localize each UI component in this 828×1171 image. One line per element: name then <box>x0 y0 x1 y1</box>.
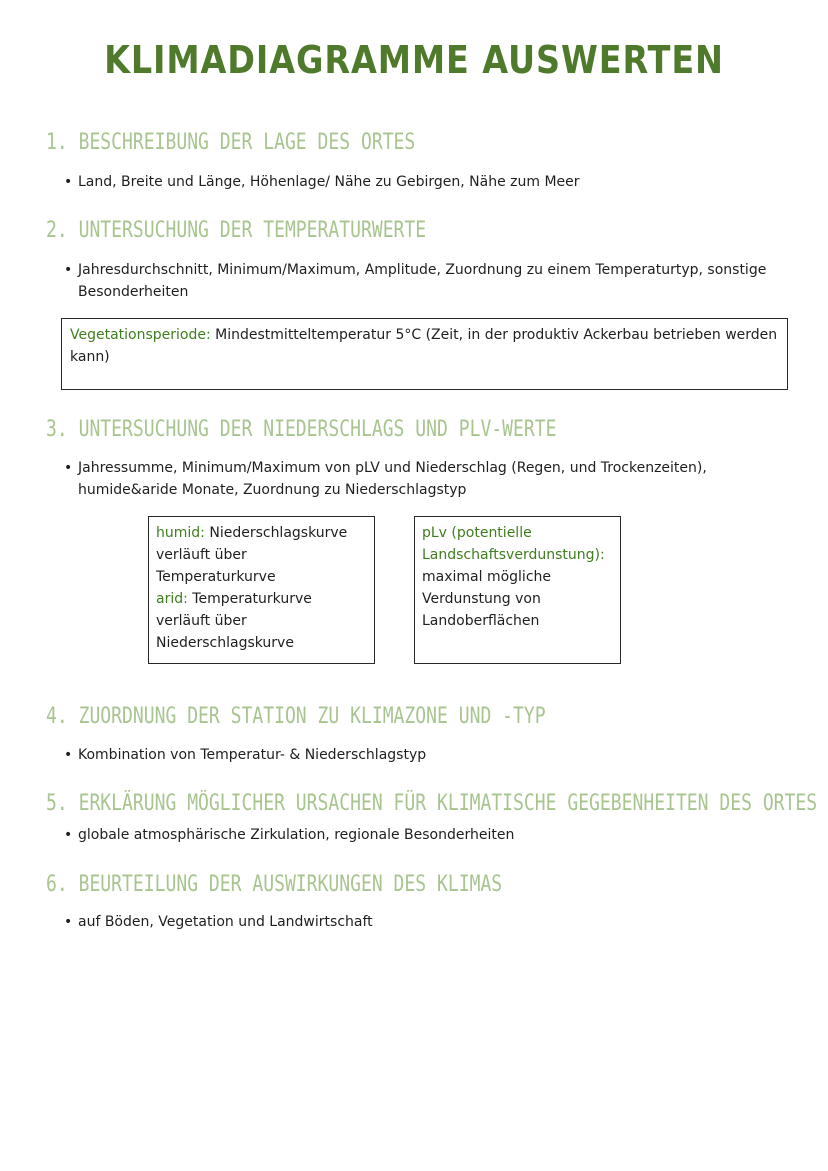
section-6-bullet <box>64 911 784 933</box>
arid-text: Temperaturkurve verläuft über Niederschlagskurve <box>156 591 312 651</box>
section-5-heading: 5. ERKLÄRUNG MÖGLICHER URSACHEN FÜR KLIMATISCHE GEGEBENHEITEN DES ORTES <box>46 791 818 816</box>
bullet-dot: • <box>64 914 73 930</box>
vegetation-period-box <box>61 318 788 390</box>
box-text: Mindestmitteltemperatur 5°C (Zeit, in der produktiv Ackerbau betrieben werden kann) <box>70 327 778 365</box>
section-2-bullet <box>64 259 784 303</box>
bullet-text: auf Böden, Vegetation und Landwirtschaft <box>78 914 373 930</box>
section-1-heading: 1. BESCHREIBUNG DER LAGE DES ORTES <box>46 130 416 155</box>
section-2-heading: 2. UNTERSUCHUNG DER TEMPERATURWERTE <box>46 218 427 243</box>
bullet-text: Jahressumme, Minimum/Maximum von pLV und Niederschlag (Regen, und Trockenzeiten), humide&aride Monate, Zuordnung zu Niederschlagstyp <box>78 460 707 498</box>
section-3-heading: 3. UNTERSUCHUNG DER NIEDERSCHLAGS UND PLV-WERTE <box>46 417 557 442</box>
section-6-heading: 6. BEURTEILUNG DER AUSWIRKUNGEN DES KLIMAS <box>46 872 503 897</box>
bullet-dot: • <box>64 827 73 843</box>
plv-box <box>414 516 621 664</box>
section-4-heading: 4. ZUORDNUNG DER STATION ZU KLIMAZONE UND -TYP <box>46 704 546 729</box>
bullet-text: globale atmosphärische Zirkulation, regionale Besonderheiten <box>78 827 515 843</box>
section-3-bullet <box>64 457 784 501</box>
humid-text: Niederschlagskurve verläuft über Temperaturkurve <box>156 525 348 585</box>
plv-text: maximal mögliche Verdunstung von Landoberflächen <box>422 569 552 629</box>
bullet-dot: • <box>64 747 73 763</box>
humid-term: humid: <box>156 525 205 541</box>
humid-arid-box <box>148 516 375 664</box>
arid-term: arid: <box>156 591 188 607</box>
box-term: Vegetationsperiode: <box>70 327 211 343</box>
bullet-dot: • <box>64 262 73 278</box>
section-4-bullet <box>64 744 784 766</box>
bullet-text: Land, Breite und Länge, Höhenlage/ Nähe zu Gebirgen, Nähe zum Meer <box>78 174 580 190</box>
section-5-bullet <box>64 824 784 846</box>
bullet-dot: • <box>64 460 73 476</box>
page-title: KLIMADIAGRAMME AUSWERTEN <box>104 38 724 82</box>
bullet-text: Jahresdurchschnitt, Minimum/Maximum, Amplitude, Zuordnung zu einem Temperaturtyp, sonstige Besonderheiten <box>78 262 767 300</box>
bullet-text: Kombination von Temperatur- & Niederschlagstyp <box>78 747 427 763</box>
section-1-bullet <box>64 171 784 193</box>
bullet-dot: • <box>64 174 73 190</box>
plv-term: pLv (potentielle Landschaftsverdunstung): <box>422 525 605 563</box>
